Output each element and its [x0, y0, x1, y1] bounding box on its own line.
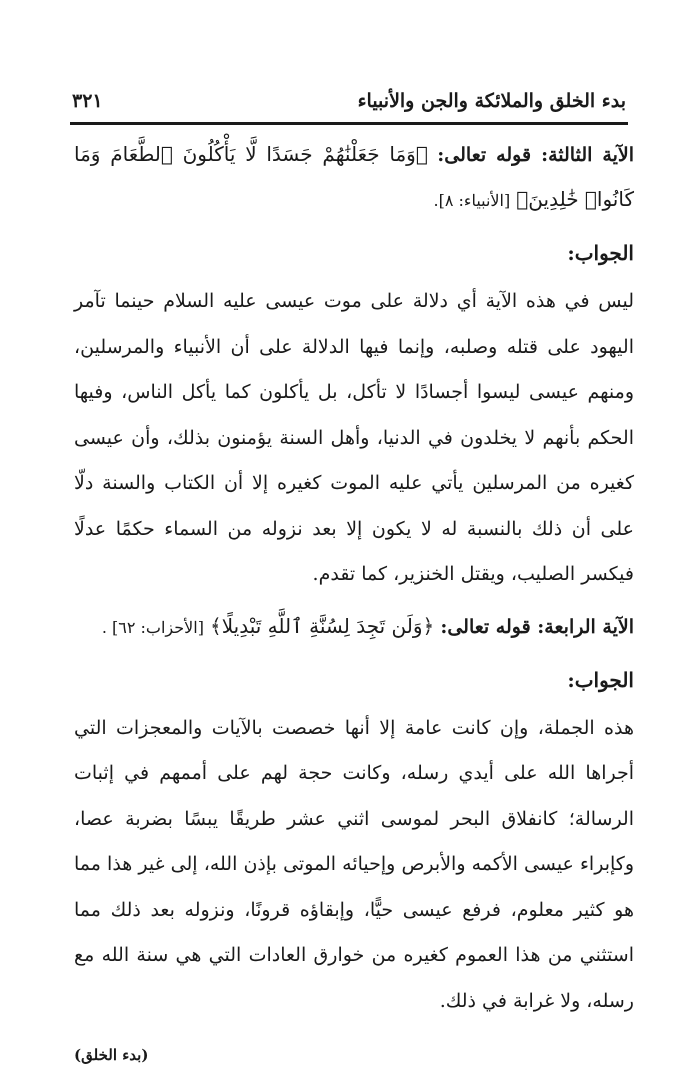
page-header: [72, 84, 626, 118]
verse-four-label: الآية الرابعة: قوله تعالى:: [440, 615, 634, 638]
verse-four-text: ﴿وَلَن تَجِدَ لِسُنَّةِ ٱللَّهِ تَبْدِيلًا﴾: [209, 613, 435, 638]
running-title: بدء الخلق والملائكة والجن والأنبياء: [357, 90, 626, 112]
answer-two-heading: الجواب:: [567, 667, 634, 692]
verse-three-reference: [الأنبياء: ٨].: [433, 191, 511, 210]
page-number: ٣٢١: [72, 90, 103, 112]
page-body: [74, 132, 634, 1024]
answer-two-paragraph: هذه الجملة، وإن كانت عامة إلا أنها خصصت بالآيات والمعجزات التي أجراها الله على أيدي رسله، وكانت حجة لهم على أممهم في إثبات الرسالة؛ كانفلاق البحر لموسى اثني عشر طريقًا يبسًا بضربة عصا، وكإبراء عيسى الأكمه والأبرص وإحيائه الموتى بإذن الله، إلى غير هذا مما هو كثير معلوم، فرفع عيسى حيًّا، وإبقاؤه قرونًا، ونزوله بعد ذلك مما استثني من هذا العموم كغيره من خوارق العادات التي هي سنة الله مع رسله، ولا غرابة في ذلك.: [74, 716, 634, 1012]
header-divider: [70, 122, 628, 125]
footer-note: (بدء الخلق): [74, 1046, 149, 1064]
verse-three: [74, 132, 634, 223]
verse-three-text: ﴿وَمَا جَعَلْنَٰهُمْ جَسَدًا لَّا يَأْكُلُونَ ٱلطَّعَامَ وَمَا كَانُوا۟ خَٰلِدِينَ﴾: [74, 142, 634, 211]
verse-four-reference: [الأحزاب: ٦٢] .: [101, 617, 204, 637]
verse-three-label: الآية الثالثة: قوله تعالى:: [437, 144, 634, 166]
verse-four: [74, 604, 634, 650]
answer-one-paragraph: ليس في هذه الآية أي دلالة على موت عيسى عليه السلام حينما تآمر اليهود على قتله وصلبه، وإنما فيها الدلالة على أن الأنبياء والمرسلين، ومنهم عيسى ليسوا أجسادًا لا تأكل، بل يأكلون كما يأكل الناس، وفيها الحكم بأنهم لا يخلدون في الدنيا، وأهل السنة يؤمنون بذلك، وأن عيسى كغيره من المرسلين يأتي عليه الموت كغيره إلا أن الكتاب والسنة دلّا على أن ذلك بالنسبة له لا يكون إلا بعد نزوله من السماء حكمًا عدلًا فيكسر الصليب، ويقتل الخنزير، كما تقدم.: [74, 290, 634, 585]
answer-one-heading: الجواب:: [567, 241, 634, 265]
